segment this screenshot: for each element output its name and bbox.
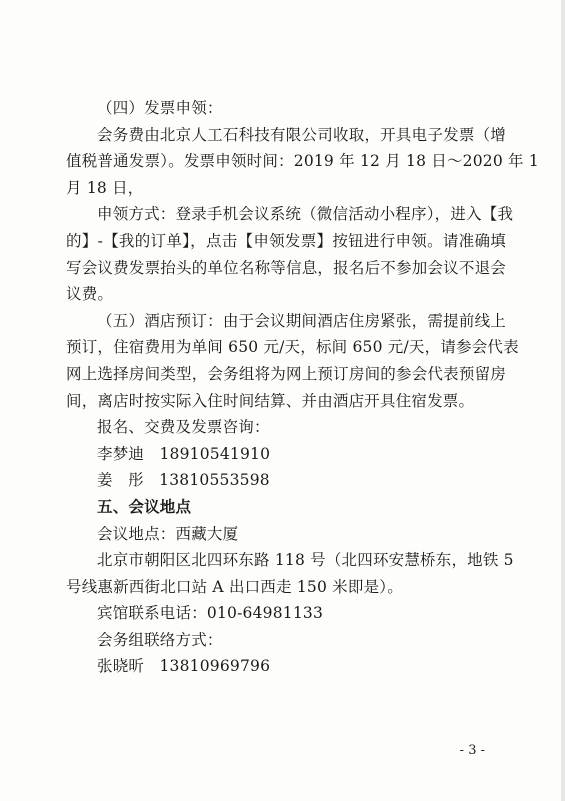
- hotel-section-line: （五）酒店预订：由于会议期间酒店住房紧张，需提前线上: [97, 311, 506, 330]
- contact-line: 姜 彤 13810553598: [97, 471, 270, 490]
- hotel-section-line: 网上选择房间类型，会务组将为网上预订房间的参会代表预留房: [66, 364, 506, 383]
- venue-section-heading: 五、会议地点: [97, 496, 192, 516]
- inquiry-heading: 报名、交费及发票咨询：: [97, 418, 270, 437]
- hotel-section-line: 间，离店时按实际入住时间结算、并由酒店开具住宿发票。: [66, 391, 475, 410]
- organizer-contact-heading: 会务组联络方式：: [97, 630, 223, 649]
- invoice-method-line: 申领方式：登录手机会议系统（微信活动小程序），进入【我: [97, 205, 514, 224]
- hotel-section-line: 预订，住宿费用为单间 650 元/天，标间 650 元/天，请参会代表: [66, 338, 519, 357]
- hotel-phone-line: 宾馆联系电话：010-64981133: [97, 604, 324, 623]
- venue-address-line: 北京市朝阳区北四环东路 118 号（北四环安慧桥东，地铁 5: [97, 551, 514, 570]
- invoice-section-heading: （四）发票申领：: [97, 99, 223, 117]
- invoice-method-line: 的】-【我的订单】，点击【申领发票】按钮进行申领。请准确填: [66, 231, 506, 250]
- venue-name-line: 会议地点：西藏大厦: [97, 524, 239, 543]
- contact-line: 张晓昕 13810969796: [97, 657, 271, 676]
- document-body: [66, 95, 539, 680]
- page-number: - 3 -: [459, 743, 485, 758]
- invoice-method-line: 议费。: [66, 285, 114, 304]
- invoice-text-line: 月 18 日，: [66, 178, 144, 197]
- venue-address-line: 号线惠新西街北口站 A 出口西走 150 米即是）。: [66, 577, 403, 596]
- invoice-text-line: 会务费由北京人工石科技有限公司收取，开具电子发票（增: [97, 125, 506, 144]
- invoice-text-line: 值税普通发票）。发票申领时间：2019 年 12 月 18 日～2020 年 1: [66, 152, 539, 171]
- contact-line: 李梦迪 18910541910: [97, 444, 271, 463]
- invoice-method-line: 写会议费发票抬头的单位名称等信息，报名后不参加会议不退会: [66, 258, 506, 277]
